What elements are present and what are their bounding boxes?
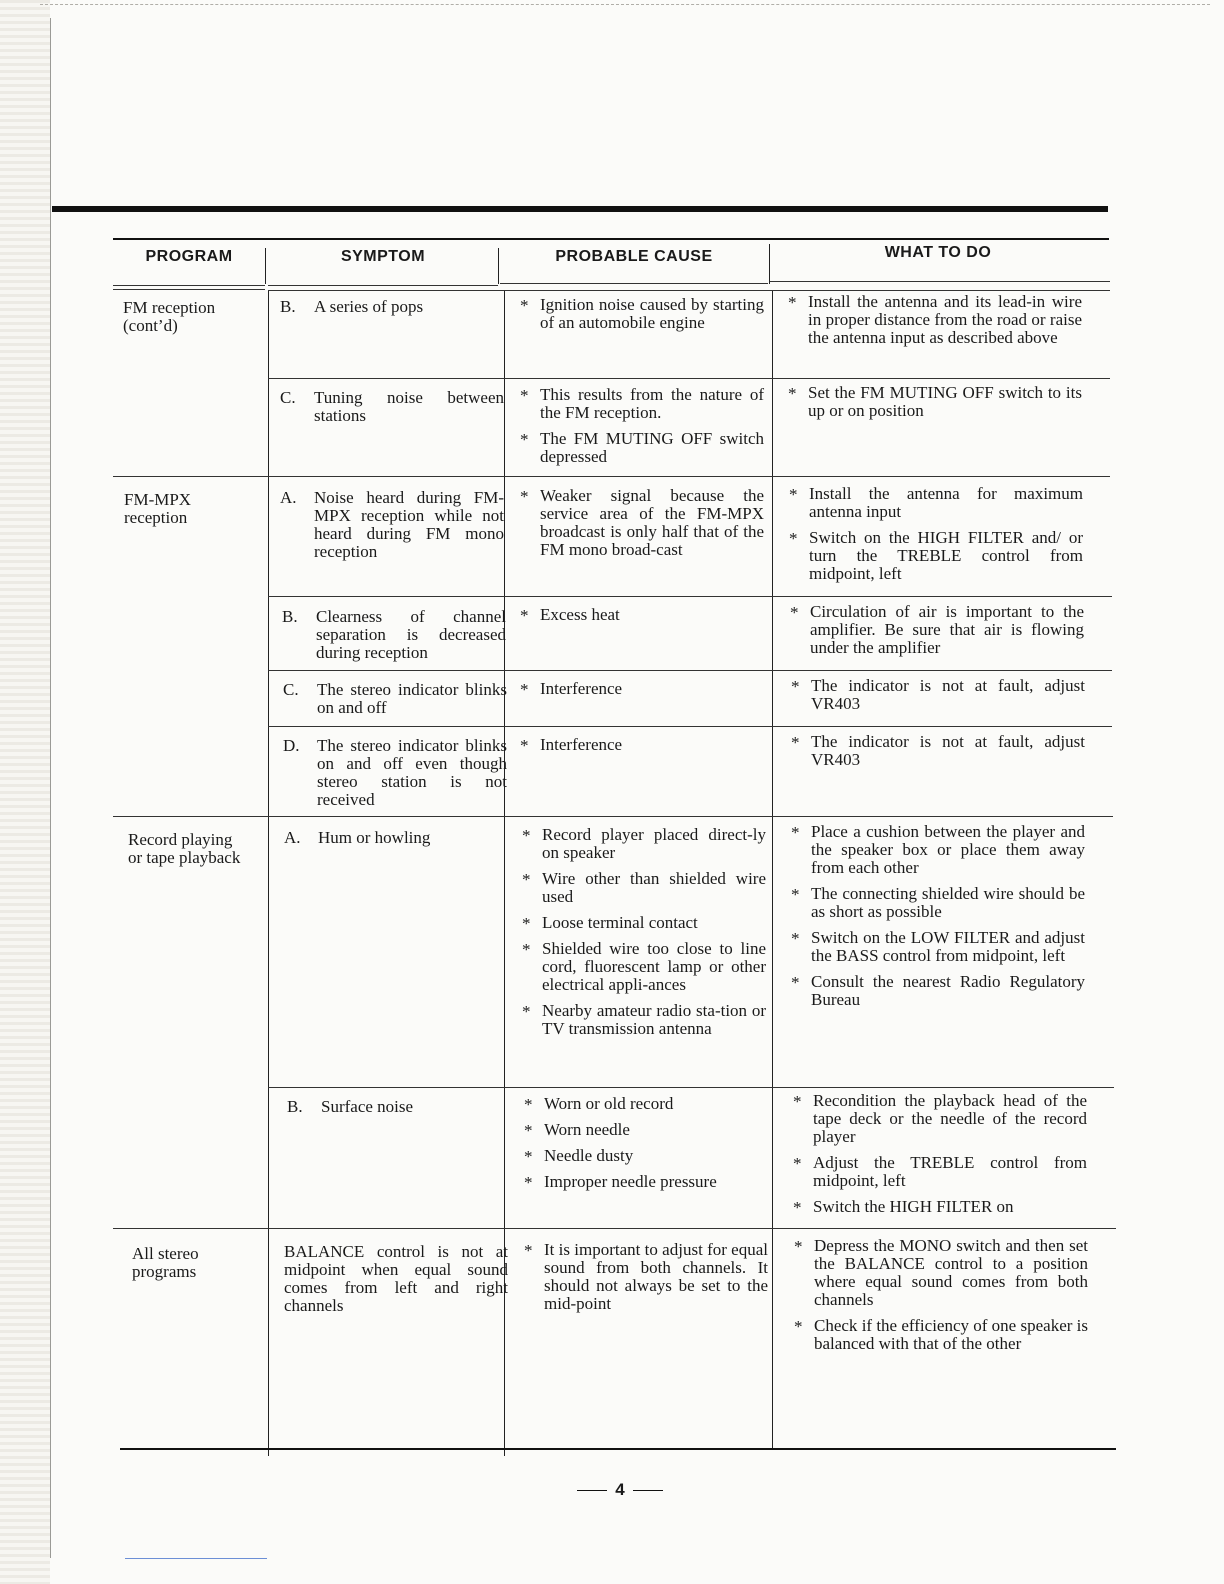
action-cell [788,603,1084,665]
action-item: * Switch on the LOW FILTER and adjust the BASS control from midpoint, left [791,928,1085,965]
col-divider [769,244,770,284]
scan-edge-line [50,18,51,1558]
program-cell: Record playing or tape playback [128,830,241,867]
footer-link-underline [125,1558,267,1559]
cause-item: * Interference [520,679,623,699]
cause-item: * The FM MUTING OFF switch depressed [520,429,764,466]
cause-item: * Interference [520,735,623,755]
action-cell [791,1092,1087,1224]
action-cell [789,677,1085,721]
symptom-cell [283,681,507,717]
table-bottom-rule [120,1448,1116,1450]
header-bottom-rule [268,285,498,286]
row-divider [268,670,1112,671]
cause-item: * Nearby amateur radio sta-tion or TV transmission antenna [522,1001,766,1038]
symptom-letter: B. [282,607,298,626]
cause-item: * Shielded wire too close to line cord, fluorescent lamp or other electrical appli-ances [522,939,766,994]
action-item: * The connecting shielded wire should be as short as possible [791,884,1085,921]
cause-item: * Worn or old record [524,1094,674,1114]
row-divider [268,1087,1114,1088]
symptom-letter: A. [280,488,297,507]
action-cell [786,293,1082,355]
action-item: * Switch on the HIGH FILTER and/ or turn the TREBLE control from midpoint, left [789,528,1083,583]
program-cell: FM reception (cont’d) [123,298,216,335]
group-divider [113,289,265,290]
symptom-text: Hum or howling [318,828,431,847]
top-dashed-edge [40,4,1210,5]
symptom-text: Surface noise [321,1097,414,1116]
symptom-text: BALANCE control is not at midpoint when equal sound comes from left and right channels [284,1242,508,1315]
scan-edge [0,0,50,1584]
row-divider [268,596,1112,597]
action-cell [789,823,1085,1017]
cause-item: * This results from the nature of the FM reception. [520,385,764,422]
symptom-text: The stereo indicator blinks on and off even though stereo station is not received [317,736,507,809]
action-item: * Install the antenna and its lead-in wire in proper distance from the road or raise the antenna input as described above [788,292,1082,347]
group-divider [113,816,1113,817]
action-item: * The indicator is not at fault, adjust VR403 [791,732,1085,769]
cause-item: * Ignition noise caused by starting of an automobile engine [520,295,764,332]
action-item: * Adjust the TREBLE control from midpoint, left [793,1153,1087,1190]
action-item: * The indicator is not at fault, adjust VR403 [791,676,1085,713]
program-cell: FM-MPX reception [124,490,192,527]
action-item: * Check if the efficiency of one speaker is balanced with that of the other [794,1316,1088,1353]
symptom-letter: B. [287,1097,303,1116]
cause-item: * Record player placed direct-ly on speaker [522,825,766,862]
cause-cell [518,386,764,474]
action-cell [792,1237,1088,1361]
cause-item: * Worn needle [524,1120,630,1140]
action-item: * Consult the nearest Radio Regulatory Bureau [791,972,1085,1009]
symptom-cell [284,1243,508,1315]
symptom-cell [282,608,506,662]
row-divider [268,290,1110,291]
action-cell [789,733,1085,777]
cause-item: * Wire other than shielded wire used [522,869,766,906]
header-cause: PROBABLE CAUSE [555,248,713,265]
page-number-dash [633,1490,663,1491]
cause-item: * Needle dusty [524,1146,634,1166]
action-item: * Switch the HIGH FILTER on [793,1197,1014,1217]
row-divider [268,726,1112,727]
symptom-text: Clearness of channel separation is decreased during reception [316,607,506,662]
symptom-letter: C. [283,680,299,699]
header-bottom-rule [770,281,1110,282]
action-item: * Recondition the playback head of the tape deck or the needle of the record player [793,1091,1087,1146]
cause-cell [522,1241,768,1321]
symptom-letter: A. [284,828,301,847]
col-divider [265,248,266,284]
action-item: * Install the antenna for maximum antenna input [789,484,1083,521]
symptom-cell [287,1098,511,1116]
cause-cell [522,1095,768,1199]
page-number-value: 4 [615,1480,625,1499]
page-top-rule [52,206,1108,212]
page-number [560,1480,680,1500]
action-item: * Circulation of air is important to the amplifier. Be sure that air is flowing under the amplifier [790,602,1084,657]
symptom-cell [280,489,504,561]
col-divider [498,248,499,284]
symptom-text: The stereo indicator blinks on and off [317,680,507,717]
header-what-to-do: WHAT TO DO [884,244,992,261]
action-cell [786,384,1082,428]
symptom-cell [280,298,504,316]
cause-cell [518,736,764,762]
symptom-text: Noise heard during FM-MPX reception while not heard during FM mono reception [314,488,504,561]
action-cell [787,485,1083,591]
header-symptom: SYMPTOM [340,248,426,265]
symptom-cell [284,829,508,847]
header-program: PROGRAM [145,248,233,265]
cause-cell [518,487,764,567]
symptom-text: A series of pops [314,297,424,316]
header-bottom-rule [113,285,265,286]
header-bottom-rule [500,283,768,284]
cause-cell [518,296,764,340]
cause-item: * Excess heat [520,605,620,625]
program-cell: All stereo programs [132,1244,199,1281]
cause-item: * Loose terminal contact [522,913,698,933]
symptom-cell [283,737,507,809]
col-divider [268,290,269,1456]
cause-item: * It is important to adjust for equal sound from both channels. It should not always be set to the mid-point [524,1240,768,1313]
table-top-rule [113,238,1109,240]
group-divider [113,476,1110,477]
group-divider [113,1228,1116,1229]
row-divider [268,378,1110,379]
symptom-letter: C. [280,388,296,407]
col-divider [772,290,773,1450]
symptom-text: Tuning noise between stations [314,388,504,425]
symptom-letter: B. [280,297,296,316]
page-number-dash [577,1490,607,1491]
cause-cell [520,826,766,1046]
cause-cell [518,606,764,632]
action-item: * Depress the MONO switch and then set the BALANCE control to a position where equal sound comes from both channels [794,1236,1088,1309]
action-item: * Set the FM MUTING OFF switch to its up or on position [788,383,1082,420]
action-item: * Place a cushion between the player and the speaker box or place them away from each other [791,822,1085,877]
cause-cell [518,680,764,706]
cause-item: * Improper needle pressure [524,1172,717,1192]
cause-item: * Weaker signal because the service area of the FM-MPX broadcast is only half that of the FM mono broad-cast [520,486,764,559]
symptom-letter: D. [283,736,300,755]
symptom-cell [280,389,504,425]
